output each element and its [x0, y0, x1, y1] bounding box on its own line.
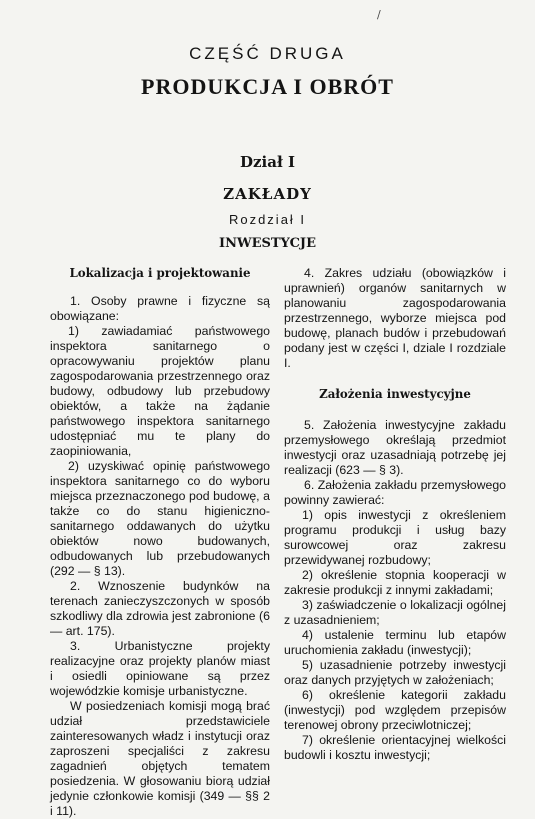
right-column — [284, 266, 506, 763]
paragraph: 2. Wznoszenie budynków na terenach zanieczyszczonych w sposób szkodliwy dla zdrowia jest zabronione (6 — art. 175). — [50, 579, 270, 638]
paragraph: 1) zawiadamiać państwowego inspektora sanitarnego o opracowywaniu projektów planu zagospodarowania przestrzennego oraz budowy, odbudowy lub przebudowy obiektów, a także na żądanie państwowego inspektora sanitarnego udostępniać mu te plany do zaopiniowania, — [50, 324, 270, 458]
paragraph: 2) określenie stopnia kooperacji w zakresie produkcji z innymi zakładami; — [284, 568, 506, 597]
paragraph: 7) określenie orientacyjnej wielkości budowli i kosztu inwestycji; — [284, 733, 506, 762]
section-heading: Dział I — [240, 153, 295, 171]
paragraph: 5. Założenia inwestycyjne zakładu przemysłowego określają przedmiot inwestycji oraz uzasadniają potrzebę jej realizacji (623 — § 3). — [284, 418, 506, 477]
section-title: ZAKŁADY — [223, 185, 312, 203]
paragraph: 5) uzasadnienie potrzeby inwestycji oraz danych przyjętych w założeniach; — [284, 658, 506, 687]
paragraph: 1. Osoby prawne i fizyczne są obowiązane: — [50, 294, 270, 323]
paragraph: 4) ustalenie terminu lub etapów uruchomienia zakładu (inwestycji); — [284, 628, 506, 657]
subsection-heading: Założenia inwestycyjne — [319, 387, 471, 401]
paragraph: 4. Zakres udziału (obowiązków i uprawnień) organów sanitarnych w planowaniu zagospodarowania przestrzennego, wyborze miejsca pod budowę, planach budów i przebudowań podany jest w części I, dziale I rozdziale I. — [284, 266, 506, 370]
paragraph: W posiedzeniach komisji mogą brać udział przedstawiciele zainteresowanych władz i instytucji oraz zaproszeni specjaliści z zakresu zagadnień objętych tematem posiedzenia. W głosowaniu biorą udział jedynie członkowie komisji (349 — §§ 2 i 11). — [50, 699, 270, 818]
page-mark: / — [377, 8, 381, 21]
paragraph: 6. Założenia zakładu przemysłowego powinny zawierać: — [284, 478, 506, 507]
chapter-title: INWESTYCJE — [219, 236, 316, 251]
paragraph: 6) określenie kategorii zakładu (inwestycji) pod względem przepisów terenowej obrony przeciwlotniczej; — [284, 688, 506, 732]
paragraph: 2) uzyskiwać opinię państwowego inspektora sanitarnego co do wyboru miejsca przeznaczonego pod budowę, a także co do stanu higieniczno-sanitarnego oddawanych do użytku obiektów nowo budowanych, odbudowanych lub przebudowanych (292 — § 13). — [50, 459, 270, 578]
part-heading: CZĘŚĆ DRUGA — [189, 44, 346, 63]
paragraph: 3. Urbanistyczne projekty realizacyjne oraz projekty planów miast i osiedli opiniowane są przez wojewódzkie komisje urbanistyczne. — [50, 639, 270, 698]
subsection-heading: Lokalizacja i projektowanie — [69, 266, 251, 280]
left-column — [50, 266, 270, 819]
paragraph: 1) opis inwestycji z określeniem programu produkcji i usług bazy surowcowej oraz zakresu przewidywanej rozbudowy; — [284, 508, 506, 567]
paragraph: 3) zaświadczenie o lokalizacji ogólnej z uzasadnieniem; — [284, 598, 506, 627]
chapter-heading: Rozdział I — [228, 212, 307, 227]
page-title: PRODUKCJA I OBRÓT — [141, 74, 394, 99]
